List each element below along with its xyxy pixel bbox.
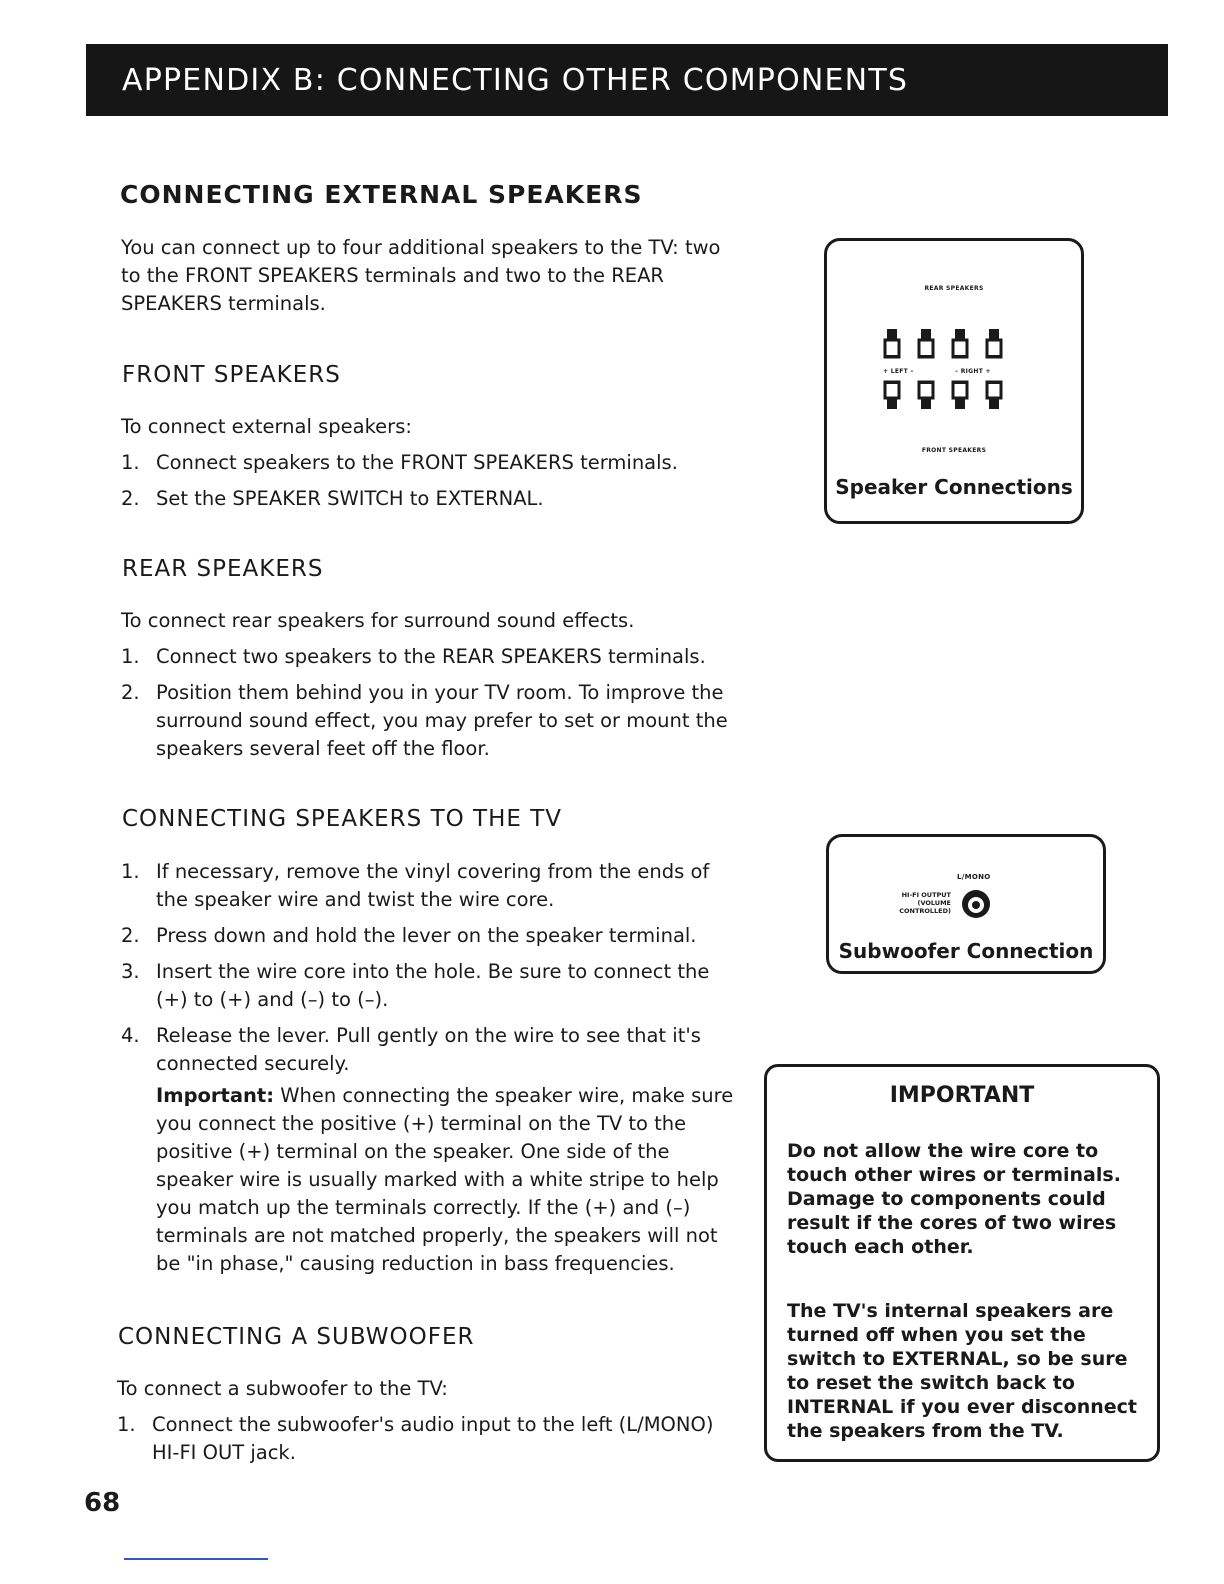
list-item xyxy=(121,858,741,914)
terminal-icon xyxy=(885,381,899,409)
right-polarity-label: – RIGHT + xyxy=(955,368,991,375)
rear-speakers-lead: To connect rear speakers for surround sound effects. xyxy=(121,609,635,632)
list-text: Release the lever. Pull gently on the wire to see that it's connected securely. xyxy=(156,1024,701,1075)
terminal-icon xyxy=(919,381,933,409)
subwoofer-lead: To connect a subwoofer to the TV: xyxy=(117,1377,448,1400)
list-number: 1. xyxy=(121,645,140,668)
list-text: Connect the subwoofer's audio input to the left (L/MONO) HI-FI OUT jack. xyxy=(152,1413,714,1464)
subwoofer-connection-caption: Subwoofer Connection xyxy=(838,939,1094,963)
important-label: Important: xyxy=(156,1084,275,1107)
list-item xyxy=(121,922,741,950)
rear-speakers-label: REAR SPEAKERS xyxy=(924,285,984,292)
list-item xyxy=(117,1411,737,1467)
speaker-connections-figure xyxy=(824,238,1084,524)
page-header-banner xyxy=(86,44,1168,116)
front-terminal-row xyxy=(885,381,1001,409)
important-note xyxy=(156,1082,741,1278)
list-number: 2. xyxy=(121,681,140,704)
rear-speakers-steps xyxy=(121,643,741,771)
list-text: Connect two speakers to the REAR SPEAKERS terminals. xyxy=(156,645,706,668)
connecting-speakers-heading: CONNECTING SPEAKERS TO THE TV xyxy=(122,806,563,832)
rear-speakers-heading: REAR SPEAKERS xyxy=(122,556,324,582)
front-speakers-lead: To connect external speakers: xyxy=(121,415,412,438)
terminal-icon xyxy=(987,381,1001,409)
list-text: If necessary, remove the vinyl covering from the ends of the speaker wire and twist the wire core. xyxy=(156,860,710,911)
list-number: 1. xyxy=(117,1413,136,1436)
subwoofer-connection-figure xyxy=(826,834,1106,974)
important-title: IMPORTANT xyxy=(889,1083,1035,1108)
terminal-icon xyxy=(953,381,967,409)
subwoofer-heading: CONNECTING A SUBWOOFER xyxy=(118,1324,475,1350)
list-text: Insert the wire core into the hole. Be sure to connect the (+) to (+) and (–) to (–). xyxy=(156,960,710,1011)
rca-jack-icon xyxy=(959,887,993,921)
list-number: 1. xyxy=(121,451,140,474)
terminal-icon xyxy=(885,329,899,358)
important-box xyxy=(764,1064,1160,1462)
list-text: Set the SPEAKER SWITCH to EXTERNAL. xyxy=(156,487,544,510)
section-title: CONNECTING EXTERNAL SPEAKERS xyxy=(120,180,643,209)
important-paragraph-1: Do not allow the wire core to touch other wires or terminals. Damage to components could result if the cores of two wires touch each other. xyxy=(787,1140,1121,1258)
list-item xyxy=(121,485,741,513)
hifi-output-text: HI-FI OUTPUT xyxy=(901,891,951,899)
terminal-icon xyxy=(919,329,933,358)
footer-rule xyxy=(124,1558,268,1560)
list-item xyxy=(121,679,741,763)
list-number: 1. xyxy=(121,860,140,883)
list-item xyxy=(121,643,741,671)
terminal-icon xyxy=(987,329,1001,358)
hifi-output-label xyxy=(869,891,951,915)
subwoofer-steps xyxy=(117,1411,737,1475)
speaker-connections-caption: Speaker Connections xyxy=(835,475,1073,499)
l-mono-label: L/MONO xyxy=(957,873,991,881)
list-number: 3. xyxy=(121,960,140,983)
terminal-icon xyxy=(953,329,967,358)
front-speakers-label: FRONT SPEAKERS xyxy=(921,447,987,454)
list-text: Position them behind you in your TV room. To improve the surround sound effect, you may prefer to set or mount the speakers several feet off the floor. xyxy=(156,681,728,760)
list-item xyxy=(121,1022,741,1278)
speaker-terminals-diagram xyxy=(827,297,1081,457)
volume-controlled-text: (VOLUME CONTROLLED) xyxy=(899,899,951,915)
list-number: 2. xyxy=(121,487,140,510)
important-paragraph-2: The TV's internal speakers are turned off when you set the switch to EXTERNAL, so be sure to reset the switch back to INTERNAL if you ever disconnect the speakers from the TV. xyxy=(787,1300,1138,1442)
page-header-title: APPENDIX B: CONNECTING OTHER COMPONENTS xyxy=(122,62,909,98)
list-number: 4. xyxy=(121,1024,140,1047)
page-number: 68 xyxy=(84,1488,121,1518)
list-item xyxy=(121,449,741,477)
important-note-text: When connecting the speaker wire, make sure you connect the positive (+) terminal on the TV to the positive (+) terminal on the speaker. One side of the speaker wire is usually marked with a white stripe to help you match up the terminals correctly. If the (+) and (–) terminals are not matched properly, the speakers will not be "in phase," causing reduction in bass frequencies. xyxy=(156,1084,734,1275)
front-speakers-steps xyxy=(121,449,741,521)
left-polarity-label: + LEFT – xyxy=(883,368,914,375)
list-number: 2. xyxy=(121,924,140,947)
list-text: Connect speakers to the FRONT SPEAKERS terminals. xyxy=(156,451,678,474)
list-text: Press down and hold the lever on the speaker terminal. xyxy=(156,924,697,947)
front-speakers-heading: FRONT SPEAKERS xyxy=(122,362,341,388)
rear-terminal-row xyxy=(885,329,1001,358)
section-intro: You can connect up to four additional speakers to the TV: two to the FRONT SPEAKERS terminals and two to the REAR SPEAKERS terminals. xyxy=(121,236,721,315)
connecting-speakers-steps xyxy=(121,858,741,1286)
list-item xyxy=(121,958,741,1014)
